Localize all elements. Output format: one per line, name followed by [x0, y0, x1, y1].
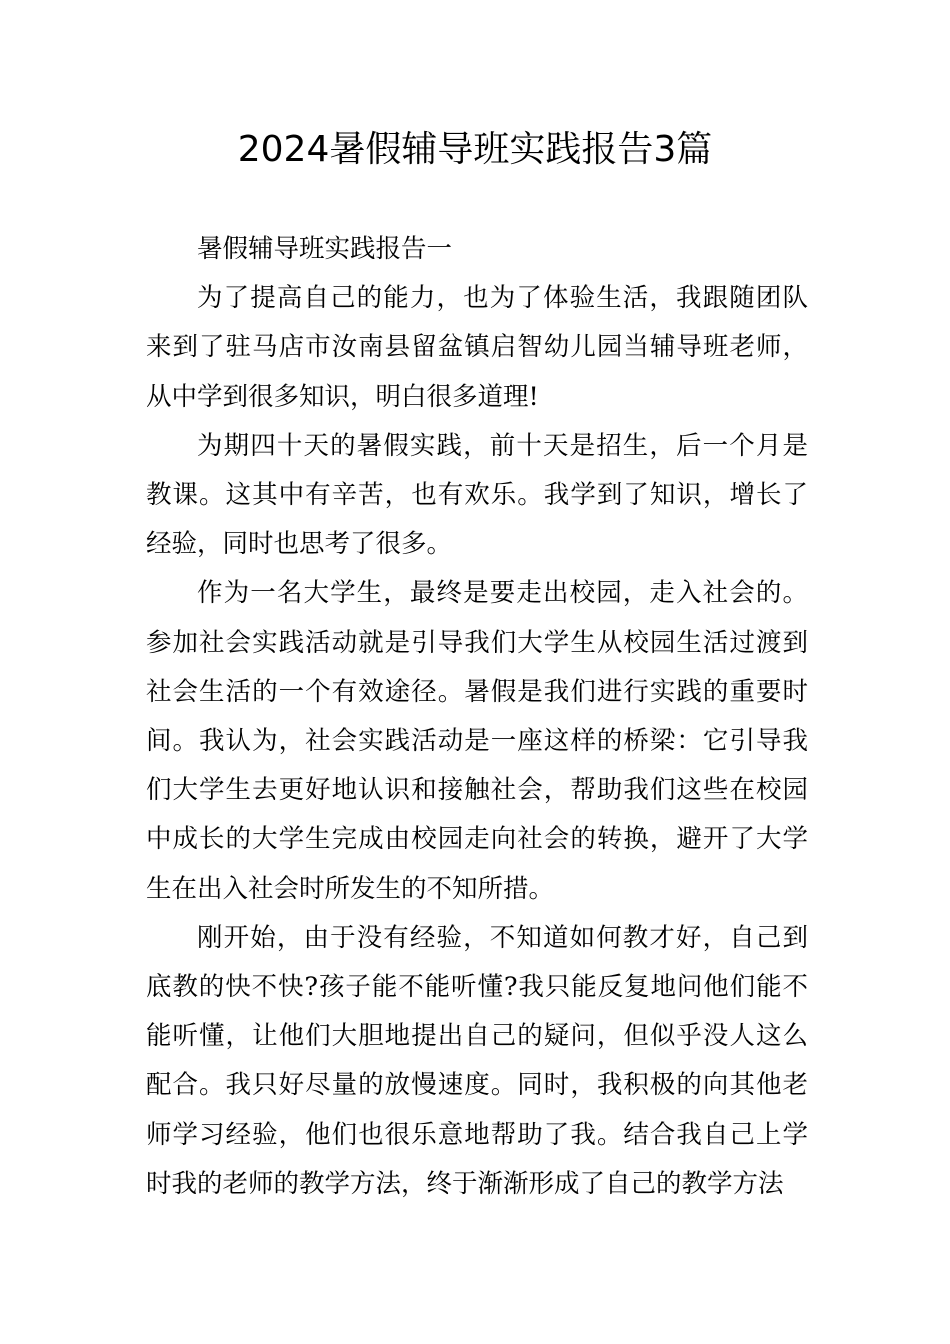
document-title: 2024暑假辅导班实践报告3篇 [237, 129, 713, 170]
paragraph: 刚开始，由于没有经验，不知道如何教才好，自己到底教的快不快?孩子能不能听懂?我只能反复地问他们能不能听懂，让他们大胆地提出自己的疑问，但似乎没人这么配合。我只好尽量的放慢速度。同时，我积极的向其他老师学习经验，他们也很乐意地帮助了我。结合我自己上学时我的老师的教学方法，终于渐渐形成了自己的教学方法 [146, 922, 808, 1199]
paragraph: 为期四十天的暑假实践，前十天是招生，后一个月是教课。这其中有辛苦，也有欢乐。我学到了知识，增长了经验，同时也思考了很多。 [146, 430, 808, 560]
paragraph: 作为一名大学生，最终是要走出校园，走入社会的。参加社会实践活动就是引导我们大学生从校园生活过渡到社会生活的一个有效途径。暑假是我们进行实践的重要时间。我认为，社会实践活动是一座这样的桥梁：它引导我们大学生去更好地认识和接触社会，帮助我们这些在校园中成长的大学生完成由校园走向社会的转换，避开了大学生在出入社会时所发生的不知所措。 [146, 578, 808, 904]
paragraph: 为了提高自己的能力，也为了体验生活，我跟随团队来到了驻马店市汝南县留盆镇启智幼儿园当辅导班老师，从中学到很多知识，明白很多道理! [146, 283, 808, 412]
paragraph-subtitle: 暑假辅导班实践报告一 [197, 234, 453, 264]
document-body [146, 225, 808, 1209]
